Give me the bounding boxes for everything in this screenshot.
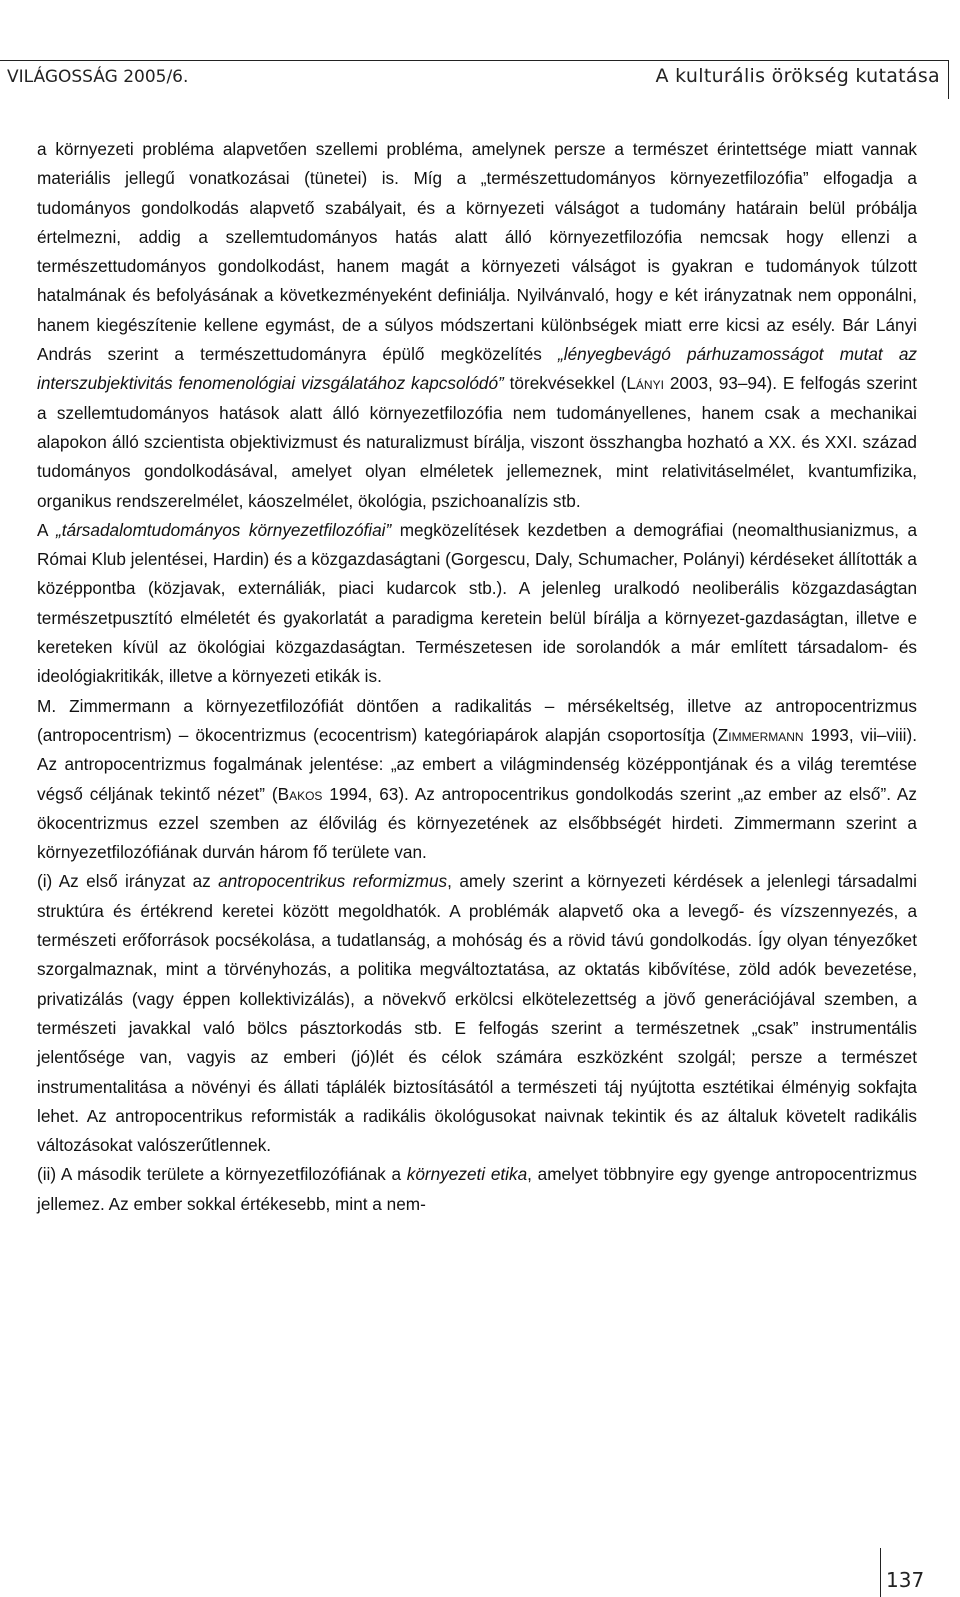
text-run: 1993, vii–viii). Az antropocentrizmus fogalmának jelentése: „az embert a világmindenség középpontjának és a világ teremtése végső céljának tekintő nézet” ( bbox=[37, 724, 917, 804]
paragraph bbox=[37, 135, 917, 516]
italic-run: antropocentrikus reformizmus bbox=[218, 871, 448, 892]
article-body bbox=[37, 135, 917, 1219]
section-title: A kulturális örökség kutatása bbox=[655, 65, 940, 87]
paragraph bbox=[37, 516, 917, 692]
text-run: , amelyet többnyire egy gyenge antropocentrizmus jellemez. Az ember sokkal értékesebb, mint a nem- bbox=[37, 1164, 917, 1214]
italic-run: „társadalomtudományos környezetfilozófiai” bbox=[56, 519, 392, 540]
text-run: törekvésekkel ( bbox=[503, 373, 627, 394]
italic-run: környezeti etika bbox=[406, 1164, 528, 1185]
text-run: 1994, 63). Az antropocentrikus gondolkodás szerint „az ember az első”. Az ökocentrizmus ezzel szemben az élővilág és környezetének az elsőbbségét hirdeti. Zimmermann szerint a környezetfilozófiának durván három fő területe van. bbox=[37, 783, 917, 863]
author-citation: Lányi bbox=[626, 373, 664, 394]
text-run: (i) Az első irányzat az bbox=[37, 871, 219, 892]
text-run: a környezeti probléma alapvetően szellemi probléma, amelynek persze a természet érintettsége miatt vannak materiális jellegű vonatkozásai (tünetei) is. Míg a „természettudományos környezetfilozófia” elfogadja a tudományos gondolkodás alapvető szabályait, és a környezeti válságot a tudomány határain belül próbálja értelmezni, addig a szellemtudományos hatás alatt álló környezetfilozófia nemcsak hogy ellenzi a természettudományos gondolkodást, hanem magát a környezeti válságot is gyakran e tudományok túlzott hatalmának és befolyásának a következményeként definiálja. Nyilvánvaló, hogy e két irányzatnak nem opponálni, hanem kiegészítenie kellene egymást, de a súlyos módszertani különbségek miatt erre kicsi az esély. Bár Lányi András szerint a természettudományra épülő megközelítés bbox=[37, 139, 917, 365]
paragraph bbox=[37, 692, 917, 868]
paragraph bbox=[37, 867, 917, 1160]
text-run: , amely szerint a környezeti kérdések a jelenlegi társadalmi struktúra és értékrend keretei között megoldhatók. A problémák alapvető oka a levegő- és vízszennyezés, a természeti erőforrások pocsékolása, a tudatlanság, a mohóság és a rövid távú gondolkodás. Így olyan tényezőket szorgalmaznak, mint a törvényhozás, a politika megváltoztatása, az oktatás kibővítése, zöld adók bevezetése, privatizálás (vagy éppen kollektivizálás), a növekvő erkölcsi elkötelezettség a jövő generációjával szemben, a természeti javakkal való bölcs pásztorkodás stb. E felfogás szerint a természetnek „csak” instrumentális jelentősége van, vagyis az emberi (jó)lét és célok számára eszközként szolgál; persze a természet instrumentalitása a növényi és állati táplálék biztosításától a természeti táj nyújtotta esztétikai élményig sokfajta lehet. Az antropocentrikus reformisták a radikális ökológusokat naivnak tekintik és az általuk követelt radikális változásokat valószerűtlennek. bbox=[37, 871, 917, 1156]
text-run: A bbox=[37, 519, 57, 540]
text-run: (ii) A második területe a környezetfilozófiának a bbox=[37, 1164, 407, 1185]
author-citation: Zimmermann bbox=[717, 724, 804, 745]
page-number: 137 bbox=[886, 1568, 925, 1592]
page-number-rule bbox=[880, 1548, 881, 1597]
text-run: 2003, 93–94). E felfogás szerint a szellemtudományos hatások alatt álló környezetfilozófia nem tudományellenes, hanem csak a mechanikai alapokon álló szcientista objektivizmust és naturalizmust bírálja, viszont összhangba hozható a XX. és XXI. század tudományos gondolkodásával, amelyet olyan elméletek jellemeznek, mint relativitáselmélet, kvantumfizika, organikus rendszerelmélet, káoszelmélet, ökológia, pszichoanalízis stb. bbox=[37, 373, 917, 511]
text-run: M. Zimmermann a környezetfilozófiát döntően a radikalitás – mérsékeltség, illetve az antropocentrizmus (antropocentrism) – ökocentrizmus (ecocentrism) kategóriapárok alapján csoportosítja ( bbox=[37, 695, 917, 745]
journal-issue: VILÁGOSSÁG 2005/6. bbox=[7, 67, 189, 87]
paragraph bbox=[37, 1160, 917, 1219]
running-header bbox=[0, 60, 949, 99]
italic-run: „lényegbevágó párhuzamosságot mutat az interszubjektivitás fenomenológiai vizsgálatához kapcsolódó” bbox=[37, 344, 918, 394]
author-citation: Bakos bbox=[277, 783, 323, 804]
text-run: megközelítések kezdetben a demográfiai (neomalthusianizmus, a Római Klub jelentései, Hardin) és a közgazdaságtani (Gorgescu, Daly, Schumacher, Polányi) kérdéseket állították a középpontba (közjavak, externáliák, piaci kudarcok stb.). A jelenleg uralkodó neoliberális közgazdaságtan természetpusztító elméletét és gyakorlatát a paradigma keretein belül bírálja a környezet-gazdaságtan, illetve e kereteken kívül az ökológiai közgazdaságtan. Természetesen ide sorolandók a már említett társadalom- és ideológiakritikák, illetve a környezeti etikák is. bbox=[37, 519, 918, 687]
